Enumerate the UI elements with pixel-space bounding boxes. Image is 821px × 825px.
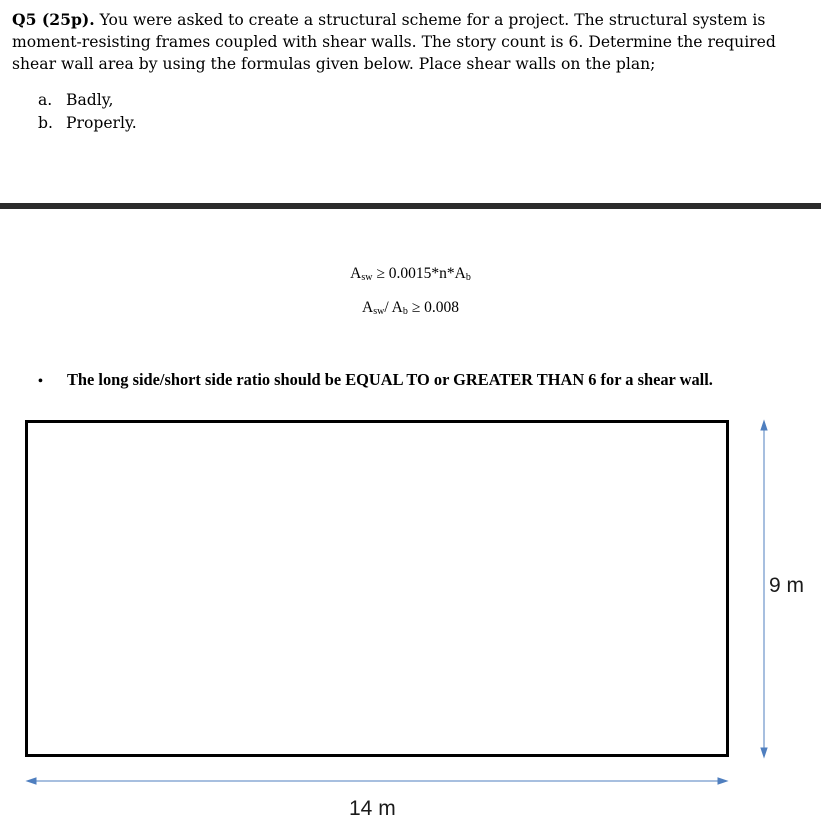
formula-symbol: A [350,265,362,282]
arrow-left-icon [27,778,36,784]
formula-expression: ≥ 0.008 [407,299,459,316]
plan-height-label: 9 m [769,574,805,597]
option-letter: b. [38,114,53,132]
option-letter: a. [38,91,53,109]
formula-subscript: b [402,306,408,317]
arrow-up-icon [761,421,767,430]
formula-symbol: A [362,299,374,316]
arrow-right-icon [718,778,727,784]
option-text: Badly, [66,91,114,109]
rule-text: The long side/short side ratio should be EQUAL TO or GREATER THAN 6 for a shear wall. [67,370,713,389]
formula-subscript: b [465,272,471,283]
arrow-down-icon [761,748,767,757]
bullet-icon: • [38,374,43,389]
option-text: Properly. [66,114,137,132]
formula-subscript: sw [373,306,385,317]
formula-expression: / A [384,299,403,316]
formula-expression: ≥ 0.0015*n*A [372,265,466,282]
question-body: You were asked to create a structural scheme for a project. The structural system is moment-resisting frames coupled with shear walls. The story count is 6. Determine the required shear wall area by using the formulas given below. Place shear walls on the plan; [12,11,776,73]
formula-subscript: sw [361,272,373,283]
question-number: Q5 (25p). [12,10,95,29]
plan-width-label: 14 m [349,797,396,820]
